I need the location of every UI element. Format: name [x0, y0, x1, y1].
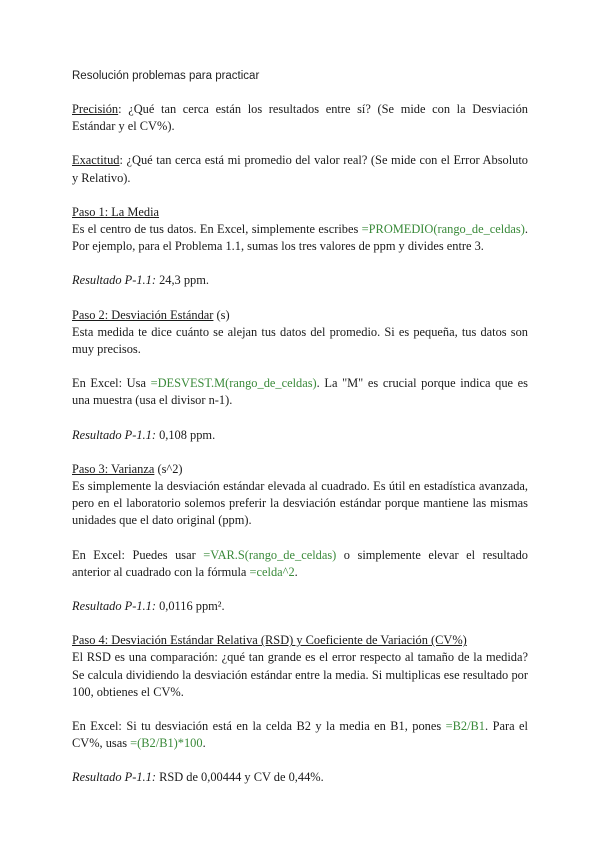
precision-term: Precisión	[72, 102, 119, 116]
document-title: Resolución problemas para practicar	[72, 70, 260, 82]
paso3-heading: Paso 3: Varianza (s^2)	[72, 461, 183, 476]
paso4-text: El RSD es una comparación: ¿qué tan grande es el error respecto al tamaño de la medida? Se calcula dividiendo la desviación estándar entre la media. Si multiplicas ese resultado por 100, obtienes el CV%.	[72, 650, 528, 699]
paso3-formula-var: =VAR.S(rango_de_celdas)	[203, 547, 337, 562]
paso3-text: Es simplemente la desviación estándar elevada al cuadrado. Es útil en estadística avanzada, pero en el laboratorio solemos preferir la desviación estándar porque mantiene las mismas unidades que el dato original (ppm).	[72, 479, 528, 528]
document-body	[72, 101, 528, 787]
paso4-formula-rsd: =B2/B1	[445, 719, 486, 734]
paso3-excel: En Excel: Puedes usar =VAR.S(rango_de_celdas) o simplemente elevar el resultado anterior al cuadrado con la fórmula =celda^2.	[72, 547, 528, 579]
paso4-formula-cv: =(B2/B1)*100	[130, 736, 203, 751]
paso2-formula: =DESVEST.M(rango_de_celdas)	[150, 376, 317, 391]
precision-text: : ¿Qué tan cerca están los resultados entre sí? (Se mide con la Desviación Estándar y el CV%).	[72, 102, 528, 134]
paso2-excel: En Excel: Usa =DESVEST.M(rango_de_celdas). La "M" es crucial porque indica que es una muestra (usa el divisor n-1).	[72, 376, 528, 408]
exactitud-text: : ¿Qué tan cerca está mi promedio del valor real? (Se mide con el Error Absoluto y Relativo).	[72, 153, 528, 185]
paso1-result: Resultado P-1.1: 24,3 ppm.	[72, 273, 209, 288]
paso1-text: Es el centro de tus datos. En Excel, simplemente escribes =PROMEDIO(rango_de_celdas). Por ejemplo, para el Problema 1.1, sumas los tres valores de ppm y divides entre 3.	[72, 222, 528, 254]
paso2-result: Resultado P-1.1: 0,108 ppm.	[72, 427, 216, 442]
paso4-excel: En Excel: Si tu desviación está en la celda B2 y la media en B1, pones =B2/B1. Para el CV%, usas =(B2/B1)*100.	[72, 719, 528, 751]
paso2-heading: Paso 2: Desviación Estándar (s)	[72, 307, 230, 322]
paso2-text: Esta medida te dice cuánto se alejan tus datos del promedio. Si es pequeña, tus datos son muy precisos.	[72, 324, 528, 357]
precision-paragraph	[72, 101, 528, 135]
exactitud-paragraph	[72, 152, 528, 186]
paso3-result: Resultado P-1.1: 0,0116 ppm².	[72, 599, 225, 614]
exactitud-term: Exactitud	[72, 153, 120, 168]
paso1-heading: Paso 1: La Media	[72, 204, 160, 219]
paso4-heading: Paso 4: Desviación Estándar Relativa (RSD) y Coeficiente de Variación (CV%)	[72, 633, 467, 648]
paso4-result: Resultado P-1.1: RSD de 0,00444 y CV de 0,44%.	[72, 770, 324, 785]
paso1-formula: =PROMEDIO(rango_de_celdas)	[361, 222, 525, 237]
paso3-formula-square: =celda^2	[249, 564, 295, 579]
